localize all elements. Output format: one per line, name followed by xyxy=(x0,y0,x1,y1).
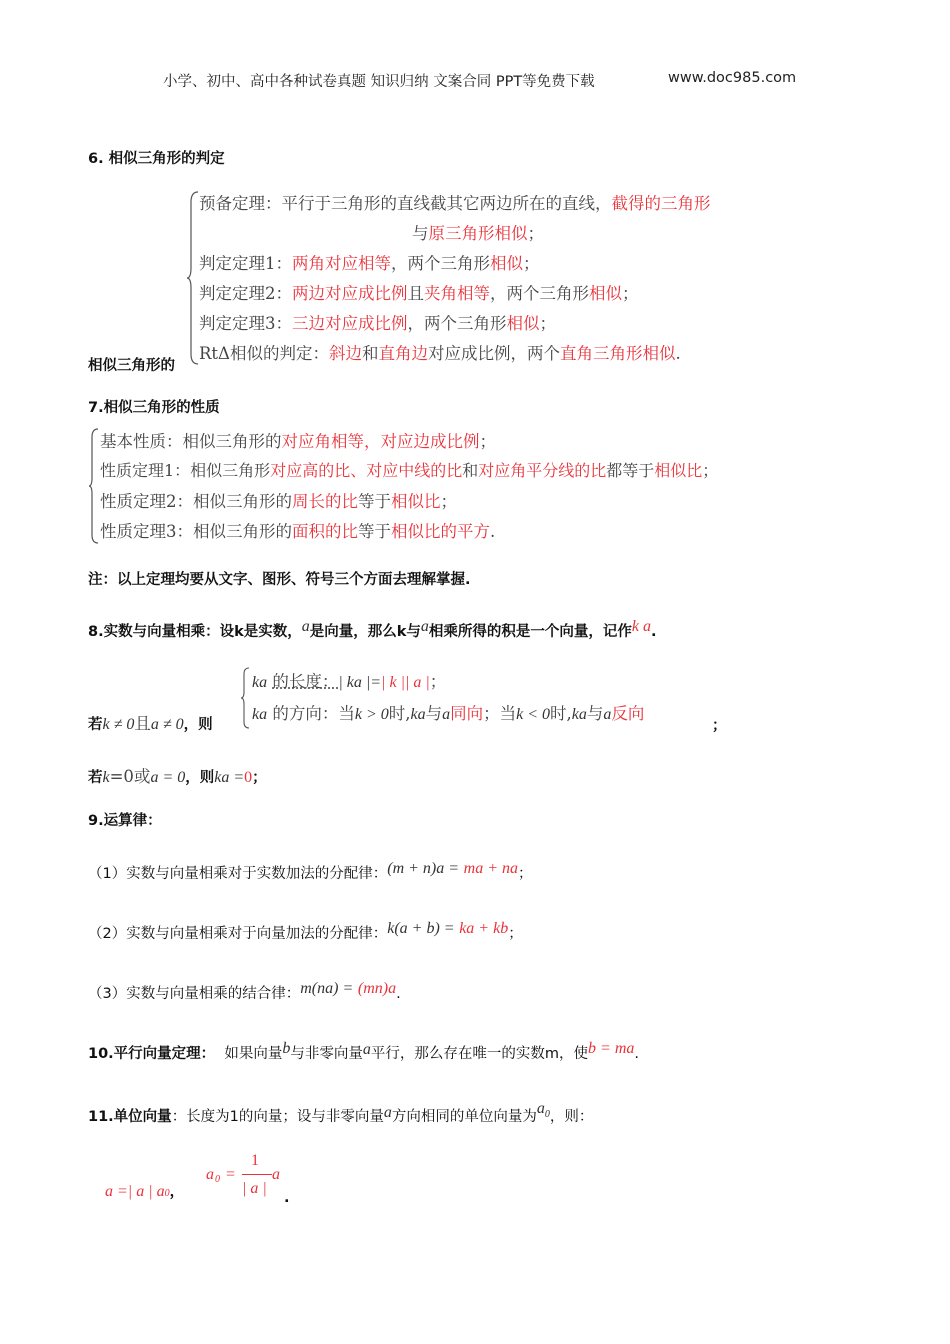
brace-section-8 xyxy=(240,666,250,730)
section-11: 11.单位向量：长度为1的向量；设与非零向量a方向相同的单位向量为$a^0$，则： xyxy=(88,1100,594,1125)
s9-rule-1: （1）实数与向量相乘对于实数加法的分配律：(m + n)a = ma + na； xyxy=(88,860,533,882)
note-text: 注：以上定理均要从文字、图形、符号三个方面去理解掌握. xyxy=(88,572,471,588)
s6-line3: 判定定理1：两角对应相等，两个三角形相似； xyxy=(199,254,540,273)
s6-line4: 判定定理2：两边对应成比例且夹角相等，两个三角形相似； xyxy=(199,284,639,303)
s9-rule-3: （3）实数与向量相乘的结合律：m(na) = (mn)a. xyxy=(88,980,401,1002)
s9-rule-2: （2）实数与向量相乘对于向量加法的分配律：k(a + b) = ka + kb； xyxy=(88,920,523,942)
section-7-title: 7.相似三角形的性质 xyxy=(88,400,220,416)
section-9-title: 9.运算律： xyxy=(88,813,162,829)
s6-line6: RtΔ相似的判定：斜边和直角边对应成比例，两个直角三角形相似. xyxy=(199,344,681,363)
brace-section-6 xyxy=(186,190,200,366)
header-url: www.doc985.com xyxy=(668,70,797,86)
unit-vector-formula-2: a 0 = 1 | a | a xyxy=(206,1152,280,1197)
s8-condition-1: 若k ≠ 0且a ≠ 0，则 xyxy=(88,714,213,733)
s8-length-line: ka 的长度：| ka |=| k || a |； xyxy=(252,672,447,691)
s8-condition-2: 若k=0或a = 0，则ka =0； xyxy=(88,767,267,786)
s6-line5: 判定定理3：三边对应成比例，两个三角形相似； xyxy=(199,314,556,333)
s7-line3: 性质定理2：相似三角形的周长的比等于相似比； xyxy=(100,492,457,511)
fraction-bar xyxy=(242,1174,272,1175)
unit-vector-formula-1: a =| a | a0， xyxy=(105,1183,185,1200)
header-text: 小学、初中、高中各种试卷真题 知识归纳 文案合同 PPT等免费下载 xyxy=(163,74,595,90)
s8-condition-1-end: ； xyxy=(712,718,727,734)
brace-section-7 xyxy=(88,427,100,545)
s7-line2: 性质定理1：相似三角形对应高的比、对应中线的比和对应角平分线的比都等于相似比； xyxy=(100,461,719,480)
section-8-title: 8.实数与向量相乘：设k是实数，a是向量，那么k与a相乘所得的积是一个向量，记作k a. xyxy=(88,618,657,640)
s7-line4: 性质定理3：相似三角形的面积的比等于相似比的平方. xyxy=(100,522,496,541)
s6-line1: 预备定理：平行于三角形的直线截其它两边所在的直线，截得的三角形 xyxy=(199,194,711,213)
s6-line2: 与原三角形相似； xyxy=(412,224,544,243)
s7-line1: 基本性质：相似三角形的对应角相等，对应边成比例； xyxy=(100,432,496,451)
section-6-title: 6. 相似三角形的判定 xyxy=(88,151,225,167)
section-10: 10.平行向量定理： 如果向量b与非零向量a平行，那么存在唯一的实数m，使b = ma. xyxy=(88,1040,639,1062)
s6-side-label: 相似三角形的 xyxy=(88,358,175,374)
s8-direction-line: ka 的方向：当k > 0时,ka与a同向；当k < 0时,ka与a反向 xyxy=(252,704,645,723)
s11-end: . xyxy=(284,1190,290,1206)
